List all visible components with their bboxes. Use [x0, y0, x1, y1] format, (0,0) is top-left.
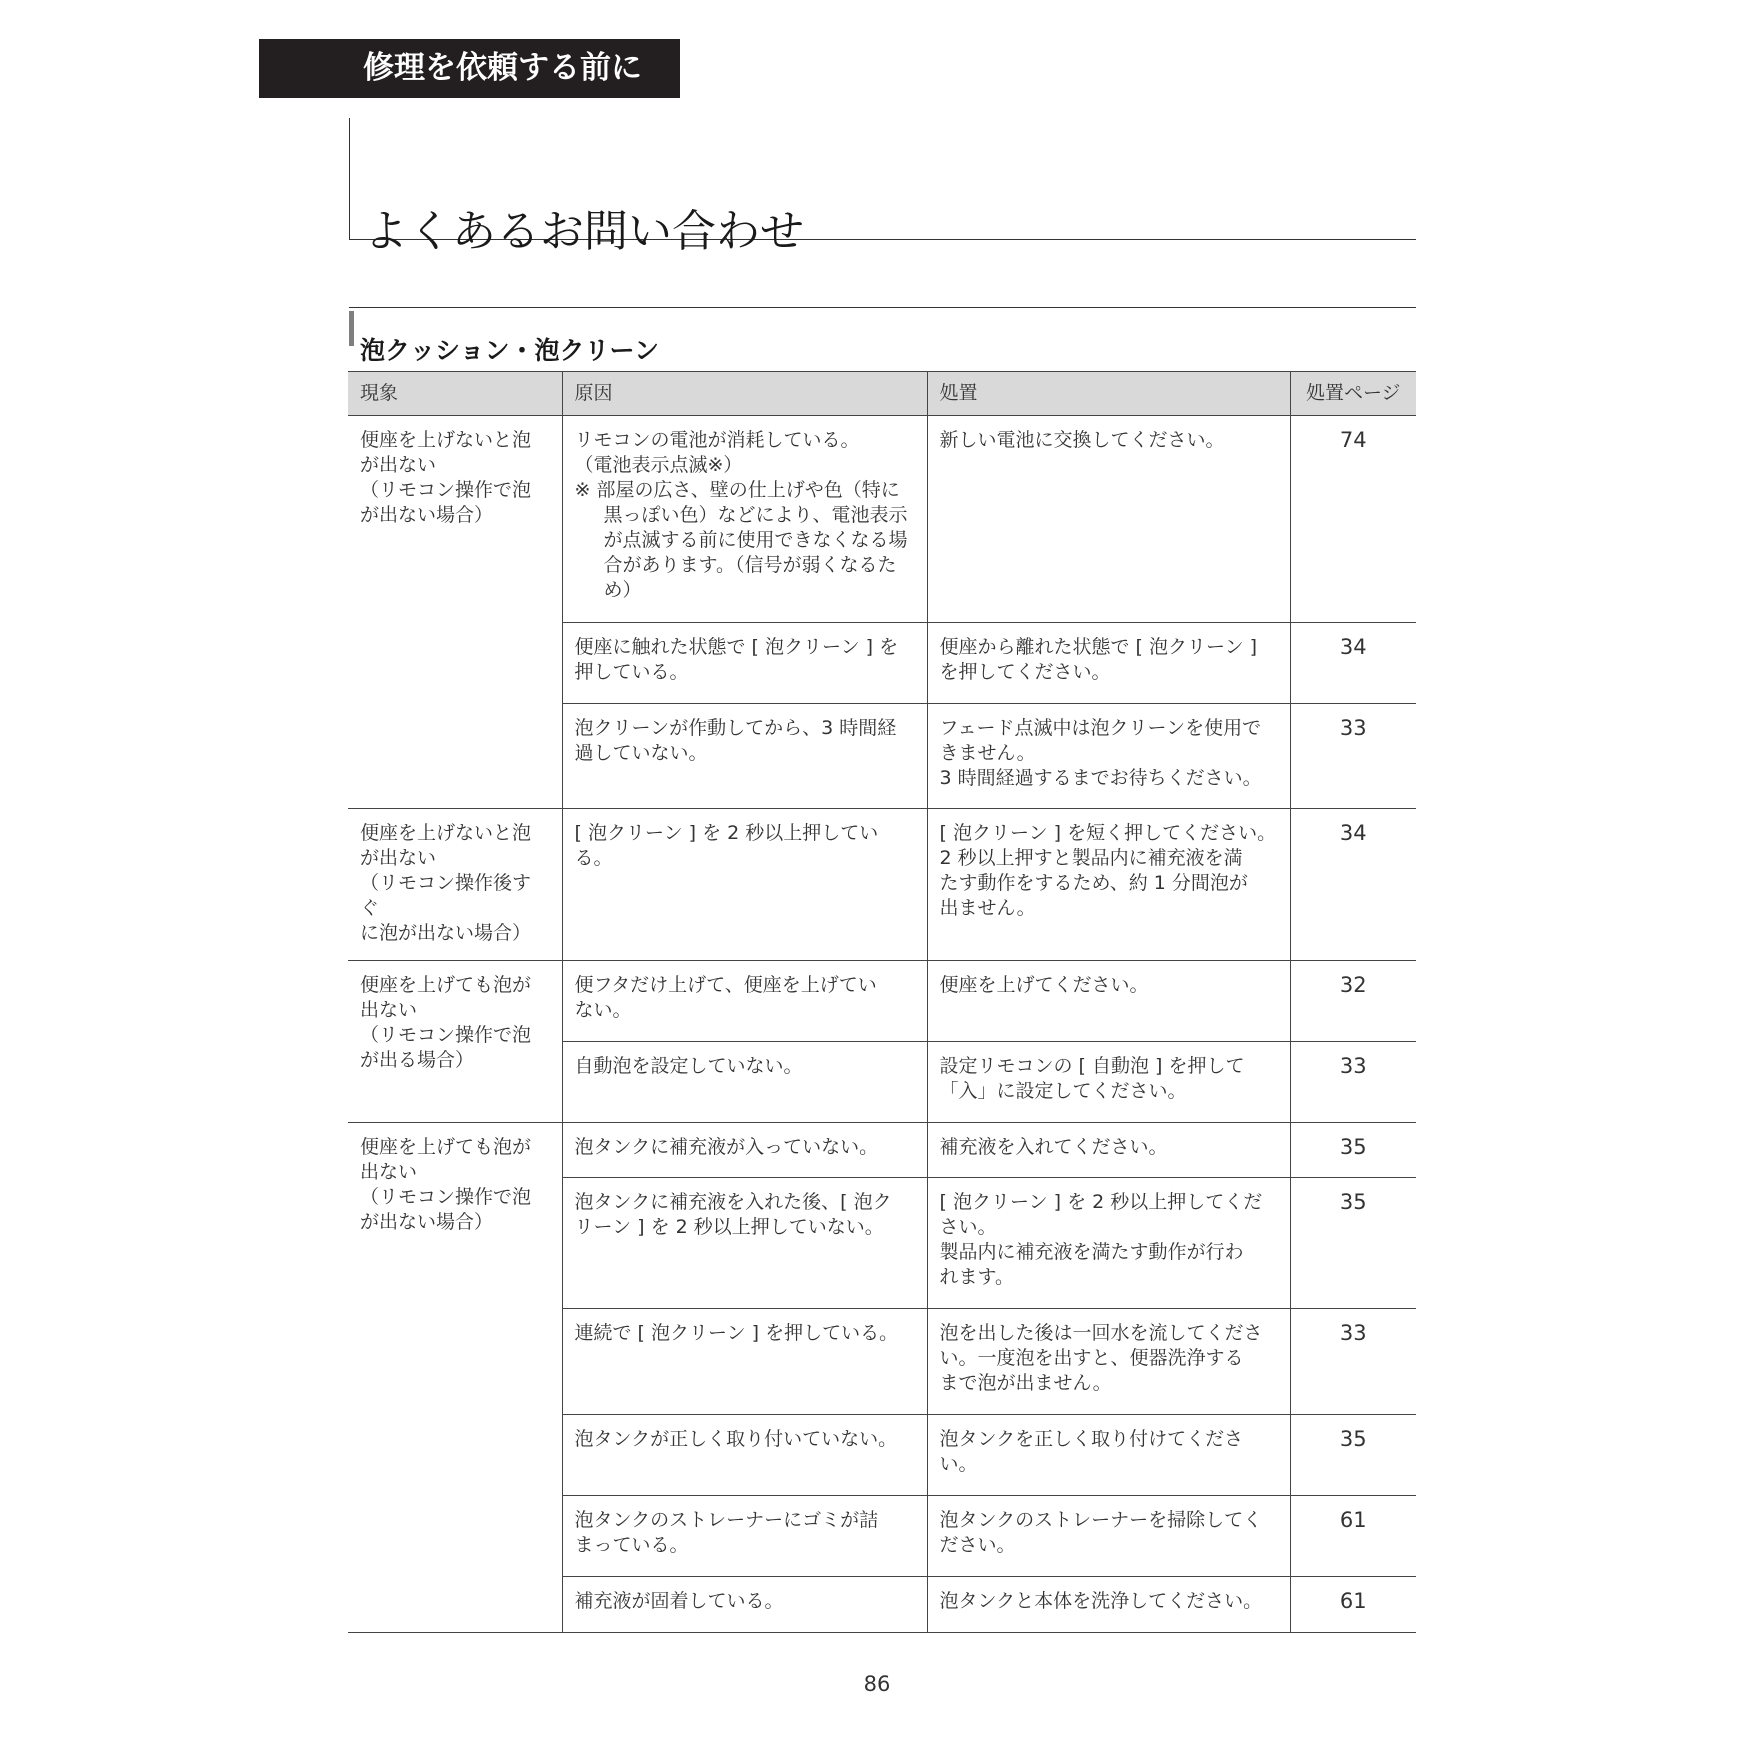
faq-table [348, 371, 1416, 1633]
remedy-cell: [ 泡クリーン ] を 2 秒以上押してくだ さい。 製品内に補充液を満たす動作が行わ れます。 [927, 1178, 1290, 1309]
remedy-cell: 設定リモコンの [ 自動泡 ] を押して 「入」に設定してください。 [927, 1042, 1290, 1123]
table-row [348, 416, 1416, 623]
remedy-cell: [ 泡クリーン ] を短く押してください。 2 秒以上押すと製品内に補充液を満 たす動作をするため、約 1 分間泡が 出ません。 [927, 809, 1290, 961]
section-title: 泡クッション・泡クリーン [360, 335, 660, 365]
page-title: よくあるお問い合わせ [364, 206, 804, 258]
remedy-cell: 便座を上げてください。 [927, 961, 1290, 1042]
page-ref-cell: 33 [1290, 1042, 1416, 1123]
remedy-cell: 補充液を入れてください。 [927, 1123, 1290, 1178]
page-ref-cell: 32 [1290, 961, 1416, 1042]
remedy-cell: 便座から離れた状態で [ 泡クリーン ] を押してください。 [927, 623, 1290, 704]
remedy-cell: 泡タンクのストレーナーを掃除してく ださい。 [927, 1496, 1290, 1577]
symptom-cell: 便座を上げないと泡 が出ない （リモコン操作後すぐ に泡が出ない場合） [348, 809, 562, 961]
cause-cell: 泡タンクに補充液を入れた後、[ 泡ク リーン ] を 2 秒以上押していない。 [562, 1178, 927, 1309]
page-ref-cell: 35 [1290, 1178, 1416, 1309]
cause-cell: 連続で [ 泡クリーン ] を押している。 [562, 1309, 927, 1415]
section-marker-bar [349, 311, 354, 346]
table-row [348, 1123, 1416, 1178]
cause-text: リモコンの電池が消耗している。 （電池表示点滅※） [574, 429, 860, 476]
table-header-row [348, 372, 1416, 416]
symptom-cell: 便座を上げても泡が 出ない （リモコン操作で泡 が出る場合） [348, 961, 562, 1123]
cause-cell: 泡タンクのストレーナーにゴミが詰 まっている。 [562, 1496, 927, 1577]
cause-cell: [ 泡クリーン ] を 2 秒以上押している。 [562, 809, 927, 961]
cause-cell: 泡タンクに補充液が入っていない。 [562, 1123, 927, 1178]
table-row [348, 809, 1416, 961]
page-ref-cell: 33 [1290, 1309, 1416, 1415]
remedy-cell: 新しい電池に交換してください。 [927, 416, 1290, 623]
header-page: 処置ページ [1290, 372, 1416, 416]
title-rule-vertical [349, 118, 350, 240]
cause-cell: 泡クリーンが作動してから、3 時間経 過していない。 [562, 704, 927, 809]
cause-cell: 便フタだけ上げて、便座を上げてい ない。 [562, 961, 927, 1042]
page-ref-cell: 34 [1290, 623, 1416, 704]
table-row [348, 961, 1416, 1042]
remedy-cell: 泡タンクと本体を洗浄してください。 [927, 1577, 1290, 1633]
header-cause: 原因 [562, 372, 927, 416]
page-ref-cell: 33 [1290, 704, 1416, 809]
page-ref-cell: 61 [1290, 1577, 1416, 1633]
cause-cell: 補充液が固着している。 [562, 1577, 927, 1633]
remedy-cell: 泡を出した後は一回水を流してくださ い。一度泡を出すと、便器洗浄する まで泡が出ません。 [927, 1309, 1290, 1415]
header-symptom: 現象 [348, 372, 562, 416]
page-ref-cell: 35 [1290, 1415, 1416, 1496]
page-number: 86 [863, 1672, 891, 1696]
cause-cell: 泡タンクが正しく取り付いていない。 [562, 1415, 927, 1496]
chapter-banner: 修理を依頼する前に [259, 39, 680, 98]
symptom-cell: 便座を上げても泡が 出ない （リモコン操作で泡 が出ない場合） [348, 1123, 562, 1633]
remedy-cell: フェード点滅中は泡クリーンを使用で きません。 3 時間経過するまでお待ちください。 [927, 704, 1290, 809]
page-ref-cell: 35 [1290, 1123, 1416, 1178]
cause-note: ※ 部屋の広さ、壁の仕上げや色（特に黒っぽい色）などにより、電池表示が点滅する前に使用できなくなる場合があります。（信号が弱くなるため） [574, 479, 908, 601]
page-ref-cell: 34 [1290, 809, 1416, 961]
header-remedy: 処置 [927, 372, 1290, 416]
section-rule [349, 307, 1416, 308]
cause-cell [562, 416, 927, 623]
cause-cell: 便座に触れた状態で [ 泡クリーン ] を 押している。 [562, 623, 927, 704]
page-ref-cell: 61 [1290, 1496, 1416, 1577]
symptom-cell: 便座を上げないと泡 が出ない （リモコン操作で泡 が出ない場合） [348, 416, 562, 809]
cause-cell: 自動泡を設定していない。 [562, 1042, 927, 1123]
remedy-cell: 泡タンクを正しく取り付けてくださ い。 [927, 1415, 1290, 1496]
page-ref-cell: 74 [1290, 416, 1416, 623]
